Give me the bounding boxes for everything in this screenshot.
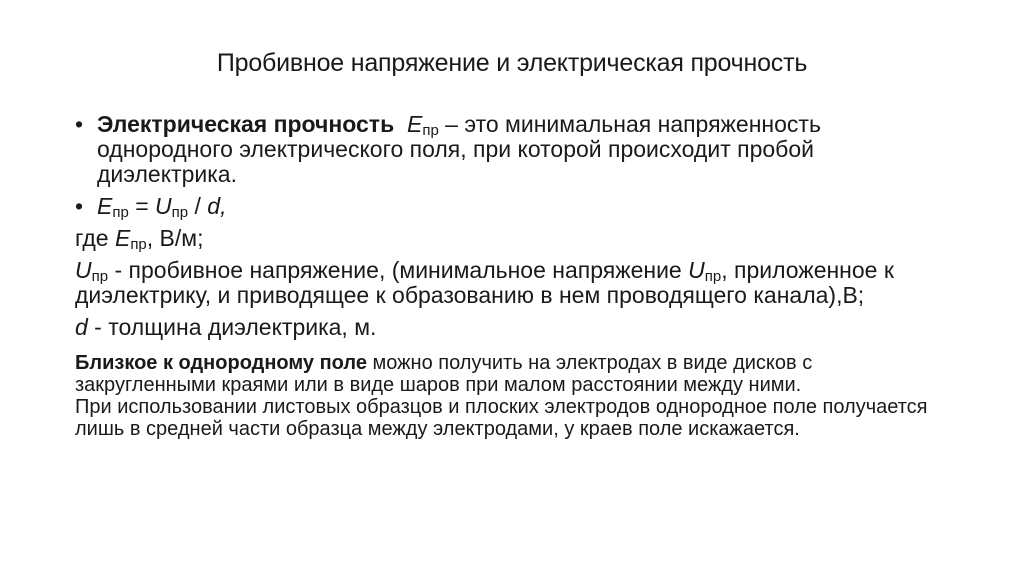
u-symbol-2: U bbox=[688, 257, 705, 283]
bullet-icon: • bbox=[75, 111, 84, 137]
where-prefix: где bbox=[75, 225, 115, 251]
definition-bullet bbox=[75, 112, 955, 187]
where-line bbox=[75, 226, 955, 251]
note-text-1: можно получить на электродах в виде дисков с закругленными краями или в виде шаров при малом расстоянии между ними. bbox=[75, 352, 813, 396]
slide-body bbox=[75, 112, 955, 440]
u-description bbox=[75, 258, 955, 308]
formula-e-sub: пр bbox=[112, 204, 129, 221]
where-unit: , В/м; bbox=[146, 225, 204, 251]
d-text: - толщина диэлектрика, м. bbox=[87, 314, 377, 340]
definition-symbol: E bbox=[406, 111, 423, 137]
formula-bullet bbox=[75, 194, 955, 219]
formula-d: d, bbox=[207, 193, 227, 219]
definition-subscript: пр bbox=[422, 122, 439, 139]
where-e: E bbox=[114, 225, 131, 251]
formula-u: U bbox=[155, 193, 172, 219]
bullet-icon: • bbox=[75, 193, 84, 219]
d-symbol: d bbox=[75, 314, 88, 340]
note-bold: Близкое к однородному поле bbox=[75, 352, 367, 374]
where-e-sub: пр bbox=[130, 236, 147, 253]
slide-title: Пробивное напряжение и электрическая прочность bbox=[216, 49, 808, 77]
u-sub-2: пр bbox=[704, 268, 722, 285]
note-text-2: При использовании листовых образцов и плоских электродов однородное поле получается лишь в средней части образца между электродами, у краев поле искажается. bbox=[75, 396, 928, 440]
definition-term: Электрическая прочность bbox=[97, 111, 395, 137]
u-text-1: - пробивное напряжение, (минимальное напряжение bbox=[108, 257, 689, 283]
formula-e: E bbox=[97, 193, 113, 219]
formula-div: / bbox=[188, 193, 208, 219]
note-paragraph bbox=[75, 352, 955, 440]
formula-u-sub: пр bbox=[171, 204, 189, 221]
u-sub: пр bbox=[91, 268, 109, 285]
definition-text: – это минимальная напряженность однородного электрического поля, при которой происходит пробой диэлектрика. bbox=[97, 111, 821, 187]
d-description bbox=[75, 315, 955, 340]
formula-eq: = bbox=[128, 193, 156, 219]
u-text-2: , приложенное к диэлектрику, и приводящее к образованию в нем проводящего канала),В; bbox=[75, 257, 894, 308]
u-symbol: U bbox=[75, 257, 92, 283]
